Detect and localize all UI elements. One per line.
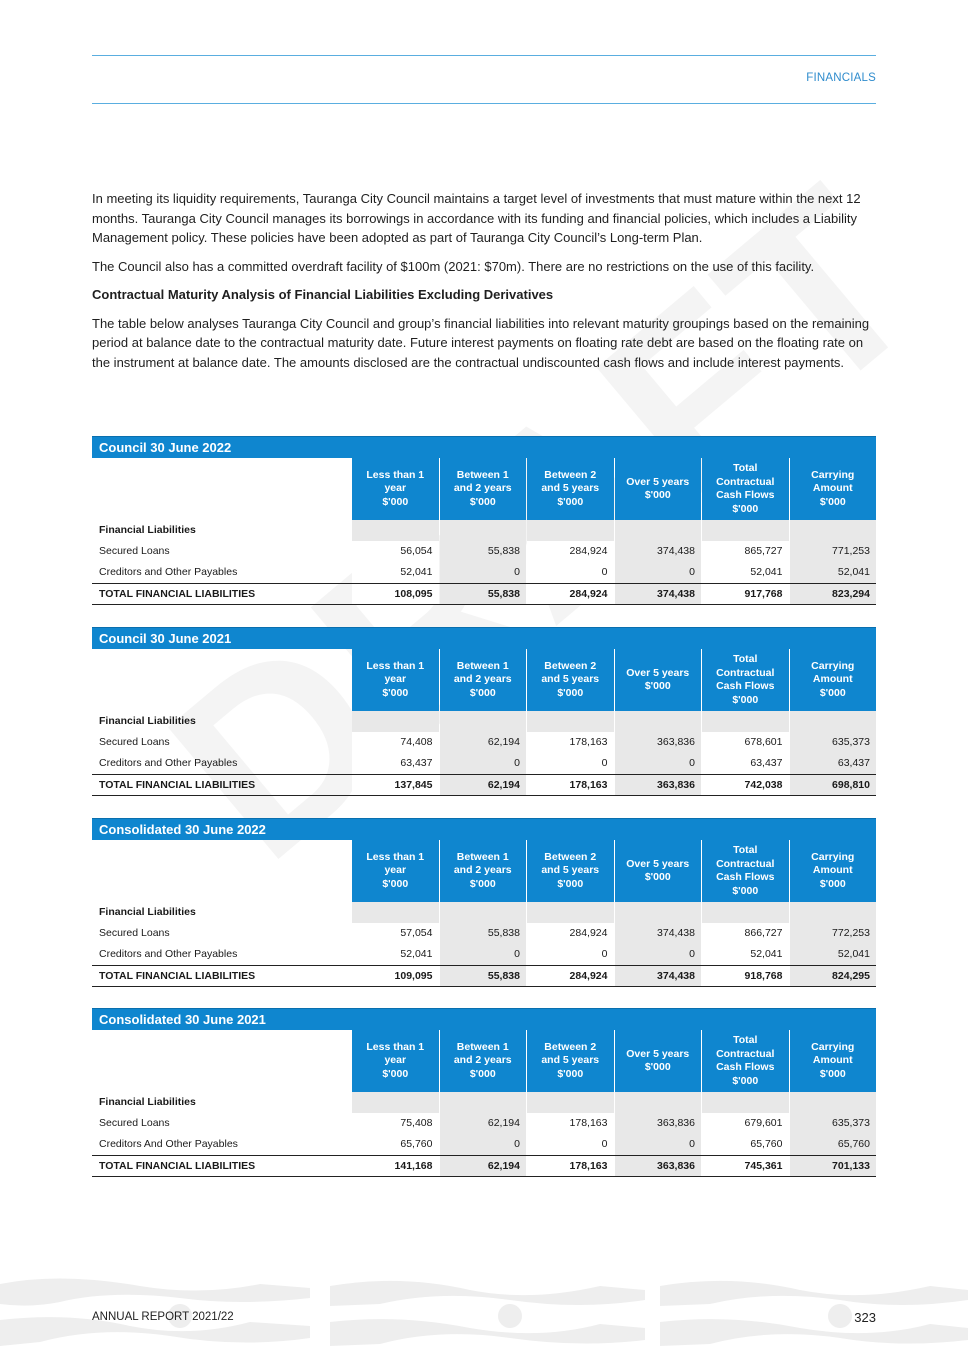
value-cell: 0 [440,753,527,774]
value-cell: 742,038 [702,775,789,795]
group-label: Financial Liabilities [99,1096,196,1108]
column-header: Total Contractual Cash Flows $'000 [702,840,789,902]
table-title: Consolidated 30 June 2021 [92,1008,876,1030]
value-cell: 57,054 [352,923,439,944]
value-cell: 0 [440,944,527,965]
value-cell: 52,041 [352,944,439,965]
table-row [92,541,876,562]
empty-cell [702,902,789,923]
header-bottom-rule [92,103,876,104]
empty-cell [615,902,702,923]
value-cell: 52,041 [702,944,789,965]
value-cell: 363,836 [615,1113,702,1134]
empty-cell [702,711,789,732]
value-cell: 635,373 [790,1113,877,1134]
value-cell: 363,836 [615,1156,702,1176]
row-label: Creditors And Other Payables [99,1138,238,1150]
value-cell: 137,845 [352,775,439,795]
value-cell: 0 [615,562,702,583]
value-cell: 678,601 [702,732,789,753]
value-cell: 55,838 [440,541,527,562]
value-cell: 918,768 [702,966,789,986]
value-cell: 772,253 [790,923,877,944]
value-cell: 178,163 [527,1156,614,1176]
body-text [92,189,876,381]
empty-cell [527,711,614,732]
column-header: Carrying Amount $'000 [790,458,877,520]
empty-cell [527,520,614,541]
column-header: Between 2 and 5 years $'000 [527,1030,614,1092]
value-cell: 178,163 [527,1113,614,1134]
column-header: Between 2 and 5 years $'000 [527,649,614,711]
value-cell: 74,408 [352,732,439,753]
column-header: Over 5 years $'000 [615,840,702,902]
value-cell: 56,054 [352,541,439,562]
value-cell: 65,760 [702,1134,789,1155]
empty-cell [352,711,439,732]
empty-cell [790,902,877,923]
value-cell: 52,041 [790,944,877,965]
value-cell: 701,133 [790,1156,877,1176]
value-cell: 141,168 [352,1156,439,1176]
page-number: 323 [854,1310,876,1325]
value-cell: 0 [440,562,527,583]
row-label: Creditors and Other Payables [99,948,238,960]
row-label: Creditors and Other Payables [99,566,238,578]
empty-cell [702,1092,789,1113]
column-header: Less than 1 year $'000 [352,458,439,520]
value-cell: 52,041 [352,562,439,583]
value-cell: 374,438 [615,923,702,944]
value-cell: 109,095 [352,966,439,986]
value-cell: 823,294 [790,584,877,604]
section-heading: Contractual Maturity Analysis of Financial Liabilities Excluding Derivatives [92,287,554,302]
value-cell: 63,437 [790,753,877,774]
value-cell: 363,836 [615,775,702,795]
value-cell: 374,438 [615,966,702,986]
empty-cell [440,902,527,923]
total-row [92,965,876,987]
row-label: TOTAL FINANCIAL LIABILITIES [99,779,256,791]
group-row [92,520,876,541]
column-header: Less than 1 year $'000 [352,840,439,902]
value-cell: 55,838 [440,966,527,986]
table-header-row [92,840,876,902]
empty-cell [790,520,877,541]
row-label: TOTAL FINANCIAL LIABILITIES [99,970,256,982]
value-cell: 62,194 [440,1156,527,1176]
column-header: Carrying Amount $'000 [790,1030,877,1092]
group-row [92,1092,876,1113]
empty-cell [615,1092,702,1113]
maturity-table [92,818,876,987]
row-label: Secured Loans [99,736,170,748]
group-label: Financial Liabilities [99,715,196,727]
value-cell: 374,438 [615,541,702,562]
group-row [92,711,876,732]
section-label: FINANCIALS [806,72,876,84]
column-header: Over 5 years $'000 [615,1030,702,1092]
value-cell: 0 [527,944,614,965]
value-cell: 363,836 [615,732,702,753]
value-cell: 0 [615,753,702,774]
empty-cell [615,711,702,732]
table-row [92,732,876,753]
column-header: Between 2 and 5 years $'000 [527,840,614,902]
value-cell: 62,194 [440,1113,527,1134]
row-label: TOTAL FINANCIAL LIABILITIES [99,588,256,600]
value-cell: 62,194 [440,732,527,753]
row-label: Secured Loans [99,927,170,939]
group-row [92,902,876,923]
paragraph-table-intro: The table below analyses Tauranga City Council and group’s financial liabilities into relevant maturity groupings based on the remaining period at balance date to the contractual maturity date. Future interest payments on floating rate debt are based on the floating rate on the instrument at balance date. The amounts disclosed are the contractual undiscounted cash flows and include interest payments. [92,315,870,370]
column-header: Total Contractual Cash Flows $'000 [702,458,789,520]
value-cell: 698,810 [790,775,877,795]
empty-cell [352,902,439,923]
empty-cell [790,1092,877,1113]
column-header: Between 1 and 2 years $'000 [440,649,527,711]
table-title: Consolidated 30 June 2022 [92,818,876,840]
table-row [92,923,876,944]
paragraph-liquidity: In meeting its liquidity requirements, Tauranga City Council maintains a target level of investments that must mature within the next 12 months. Tauranga City Council manages its borrowings in accordance with its funding and financial policies, which includes a Liability Management policy. These policies have been adopted as part of Tauranga City Council’s Long-term Plan. [92,191,861,245]
value-cell: 866,727 [702,923,789,944]
empty-cell [790,711,877,732]
maturity-table [92,627,876,796]
value-cell: 284,924 [527,923,614,944]
value-cell: 52,041 [702,562,789,583]
column-header: Between 1 and 2 years $'000 [440,1030,527,1092]
table-row [92,562,876,583]
column-header: Carrying Amount $'000 [790,840,877,902]
empty-cell [702,520,789,541]
empty-cell [615,520,702,541]
column-header: Total Contractual Cash Flows $'000 [702,1030,789,1092]
value-cell: 745,361 [702,1156,789,1176]
value-cell: 75,408 [352,1113,439,1134]
total-row [92,774,876,796]
value-cell: 178,163 [527,732,614,753]
value-cell: 108,095 [352,584,439,604]
column-header: Less than 1 year $'000 [352,649,439,711]
table-header-row [92,458,876,520]
column-header: Less than 1 year $'000 [352,1030,439,1092]
group-label: Financial Liabilities [99,906,196,918]
value-cell: 0 [527,562,614,583]
maturity-table [92,1008,876,1177]
value-cell: 284,924 [527,966,614,986]
value-cell: 55,838 [440,923,527,944]
value-cell: 284,924 [527,584,614,604]
value-cell: 178,163 [527,775,614,795]
empty-cell [527,902,614,923]
row-label: Creditors and Other Payables [99,757,238,769]
table-title: Council 30 June 2021 [92,627,876,649]
empty-cell [352,520,439,541]
maturity-table [92,436,876,605]
value-cell: 65,760 [352,1134,439,1155]
value-cell: 55,838 [440,584,527,604]
empty-cell [440,520,527,541]
value-cell: 0 [615,944,702,965]
column-header: Over 5 years $'000 [615,649,702,711]
value-cell: 0 [440,1134,527,1155]
empty-cell [440,711,527,732]
row-label: Secured Loans [99,1117,170,1129]
value-cell: 824,295 [790,966,877,986]
total-row [92,583,876,605]
header-top-rule [92,55,876,56]
table-header-row [92,649,876,711]
table-row [92,753,876,774]
group-label: Financial Liabilities [99,524,196,536]
table-row [92,1134,876,1155]
value-cell: 0 [527,753,614,774]
value-cell: 63,437 [352,753,439,774]
row-label: TOTAL FINANCIAL LIABILITIES [99,1160,256,1172]
paragraph-overdraft: The Council also has a committed overdraft facility of $100m (2021: $70m). There are no restrictions on the use of this facility. [92,258,815,274]
total-row [92,1155,876,1177]
table-header-row [92,1030,876,1092]
value-cell: 771,253 [790,541,877,562]
column-header: Over 5 years $'000 [615,458,702,520]
value-cell: 917,768 [702,584,789,604]
value-cell: 374,438 [615,584,702,604]
column-header: Between 2 and 5 years $'000 [527,458,614,520]
value-cell: 0 [615,1134,702,1155]
value-cell: 0 [527,1134,614,1155]
table-title: Council 30 June 2022 [92,436,876,458]
column-header: Between 1 and 2 years $'000 [440,840,527,902]
value-cell: 63,437 [702,753,789,774]
table-row [92,1113,876,1134]
value-cell: 679,601 [702,1113,789,1134]
empty-cell [352,1092,439,1113]
value-cell: 284,924 [527,541,614,562]
empty-cell [440,1092,527,1113]
value-cell: 52,041 [790,562,877,583]
value-cell: 635,373 [790,732,877,753]
empty-cell [527,1092,614,1113]
value-cell: 865,727 [702,541,789,562]
column-header: Total Contractual Cash Flows $'000 [702,649,789,711]
footer-report-title: ANNUAL REPORT 2021/22 [92,1311,234,1323]
table-row [92,944,876,965]
value-cell: 65,760 [790,1134,877,1155]
column-header: Between 1 and 2 years $'000 [440,458,527,520]
value-cell: 62,194 [440,775,527,795]
column-header: Carrying Amount $'000 [790,649,877,711]
row-label: Secured Loans [99,545,170,557]
